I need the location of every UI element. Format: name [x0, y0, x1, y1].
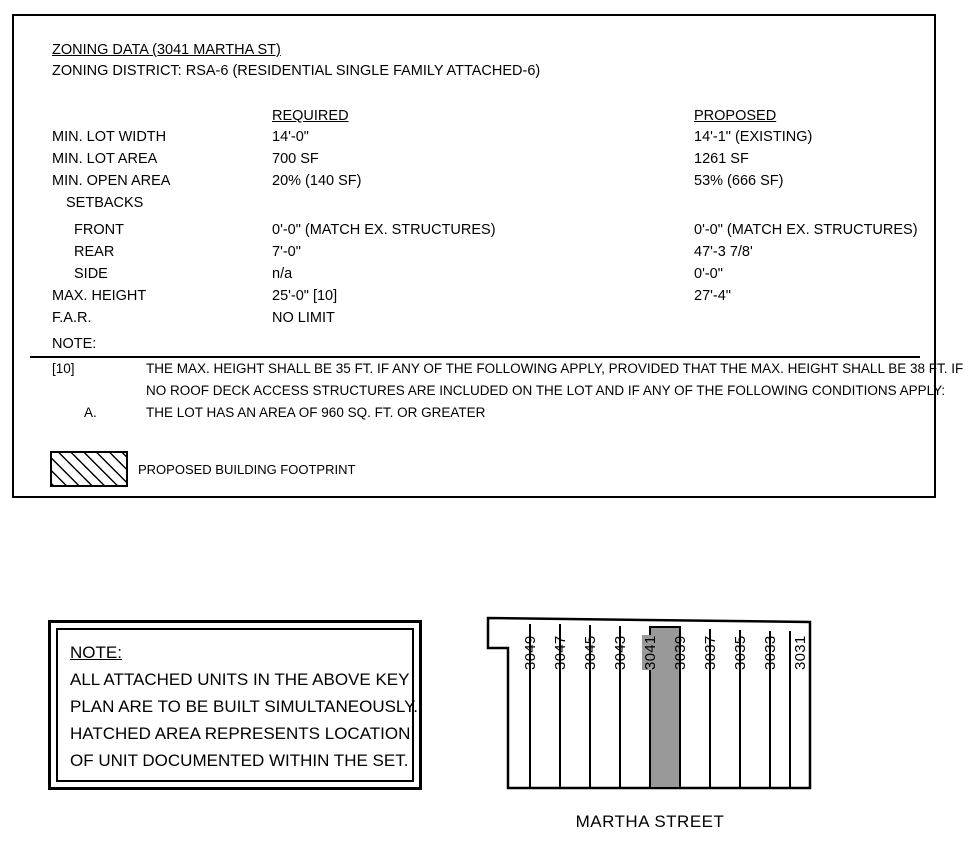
- zoning-row-required: 25'-0" [10]: [272, 288, 338, 304]
- unit-label-3039: 3039: [672, 635, 689, 670]
- note-sub-text: THE LOT HAS AN AREA OF 960 SQ. FT. OR GREATER: [146, 405, 486, 420]
- note-box-line: HATCHED AREA REPRESENTS LOCATION: [70, 724, 411, 743]
- zoning-row-label: MIN. LOT AREA: [52, 151, 158, 167]
- zoning-row-label: SIDE: [74, 266, 108, 282]
- zoning-row-required: 0'-0" (MATCH EX. STRUCTURES): [272, 222, 496, 238]
- unit-label-3031: 3031: [792, 635, 809, 670]
- note-box-line: OF UNIT DOCUMENTED WITHIN THE SET.: [70, 751, 409, 770]
- zoning-row: [14, 244, 934, 265]
- zoning-data-title: ZONING DATA (3041 MARTHA ST): [52, 42, 281, 58]
- note-box-title: NOTE:: [70, 643, 122, 662]
- key-plan-note-box: [48, 620, 422, 790]
- zoning-row-required: 20% (140 SF): [272, 173, 362, 189]
- zoning-row: [14, 173, 934, 194]
- note-heading: NOTE:: [52, 336, 97, 352]
- note-text-line-2: NO ROOF DECK ACCESS STRUCTURES ARE INCLUDED ON THE LOT AND IF ANY OF THE FOLLOWING CONDITIONS APPLY:: [146, 383, 946, 398]
- note-box-line: ALL ATTACHED UNITS IN THE ABOVE KEY: [70, 670, 410, 689]
- zoning-row-label: REAR: [74, 244, 115, 260]
- zoning-row: [14, 129, 934, 150]
- zoning-row-required: 7'-0": [272, 244, 301, 260]
- unit-label-3041: 3041: [642, 635, 659, 670]
- zoning-row: [14, 195, 934, 216]
- zoning-data-panel: [12, 14, 964, 498]
- note-box-line: PLAN ARE TO BE BUILT SIMULTANEOUSLY.: [70, 697, 418, 716]
- zoning-row-proposed: 53% (666 SF): [694, 173, 784, 189]
- unit-label-3049: 3049: [522, 635, 539, 670]
- column-header-proposed: PROPOSED: [694, 108, 777, 124]
- zoning-row-label: F.A.R.: [52, 310, 92, 326]
- zoning-row-proposed: 0'-0" (MATCH EX. STRUCTURES): [694, 222, 918, 238]
- column-header-required: REQUIRED: [272, 108, 349, 124]
- unit-label-3037: 3037: [702, 635, 719, 670]
- zoning-row-required: 14'-0": [272, 129, 309, 145]
- zoning-row-required: 700 SF: [272, 151, 319, 167]
- hatch-legend-label: PROPOSED BUILDING FOOTPRINT: [138, 462, 356, 477]
- key-plan-svg: [480, 608, 820, 798]
- unit-label-3047: 3047: [552, 635, 569, 670]
- zoning-row-proposed: 0'-0": [694, 266, 723, 282]
- zoning-row-proposed: 14'-1" (EXISTING): [694, 129, 813, 145]
- zoning-row: [14, 151, 934, 172]
- zoning-row-label: MIN. OPEN AREA: [52, 173, 171, 189]
- zoning-row-proposed: 1261 SF: [694, 151, 749, 167]
- hatch-legend-swatch: [50, 451, 128, 487]
- zoning-row: [14, 266, 934, 287]
- zoning-row-label: MAX. HEIGHT: [52, 288, 147, 304]
- unit-label-3043: 3043: [612, 635, 629, 670]
- note-text-line-1: THE MAX. HEIGHT SHALL BE 35 FT. IF ANY OF THE FOLLOWING APPLY, PROVIDED THAT THE MAX. HEIGHT SHALL BE 38 FT. IF: [146, 361, 964, 376]
- zoning-row-proposed: 27'-4": [694, 288, 731, 304]
- unit-label-3045: 3045: [582, 635, 599, 670]
- street-name-label: MARTHA STREET: [575, 812, 725, 831]
- zoning-row-label: MIN. LOT WIDTH: [52, 129, 167, 145]
- zoning-row: [14, 222, 934, 243]
- note-reference: [10]: [52, 361, 75, 376]
- zoning-row-required: NO LIMIT: [272, 310, 335, 326]
- zoning-row-proposed: 47'-3 7/8': [694, 244, 753, 260]
- zoning-row-required: n/a: [272, 266, 293, 282]
- key-plan-diagram: [480, 608, 820, 798]
- zoning-row: [14, 310, 934, 331]
- zoning-district-line: ZONING DISTRICT: RSA-6 (RESIDENTIAL SINGLE FAMILY ATTACHED-6): [52, 63, 541, 79]
- zoning-row: [14, 288, 934, 309]
- zoning-row-label: SETBACKS: [66, 195, 144, 211]
- unit-label-3033: 3033: [762, 635, 779, 670]
- highlighted-unit-3041: [650, 627, 680, 788]
- note-divider: [30, 356, 920, 358]
- note-sub-reference: A.: [84, 405, 97, 420]
- zoning-row-label: FRONT: [74, 222, 124, 238]
- unit-label-3035: 3035: [732, 635, 749, 670]
